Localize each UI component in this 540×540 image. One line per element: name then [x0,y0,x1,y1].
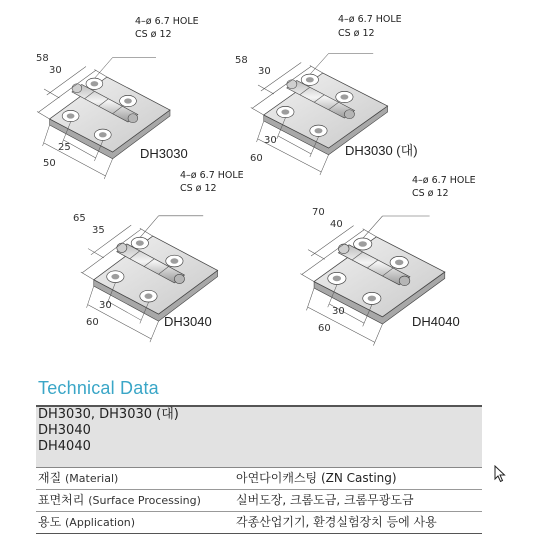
hole-label: 4–ø 6.7 HOLE [412,175,476,186]
dim-outer-height: 70 [312,207,325,218]
model-line: DH3040 [38,423,91,438]
dim-outer-height: 58 [36,53,49,64]
label-en: (Material) [65,472,119,485]
model-label: DH3030 [140,146,188,161]
label-en: (Application) [65,516,136,529]
model-line: DH3030, DH3030 (대) [38,407,179,422]
spec-value: 각종산업기기, 환경실험장치 등에 사용 [234,512,482,534]
dim-inner-height: 30 [258,66,271,77]
model-label: DH3030 (대) [345,143,418,158]
dim-outer-width: 60 [250,153,263,164]
dim-inner-width: 30 [264,135,277,146]
models-cell [36,406,482,468]
dim-inner-height: 30 [49,65,62,76]
spec-row-material [36,468,482,490]
spec-value: 아연다이캐스팅 (ZN Casting) [234,468,482,490]
label-ko: 용도 [38,515,62,529]
spec-row-application [36,512,482,534]
spec-label [36,468,234,490]
spec-table [36,405,482,534]
dim-outer-width: 50 [43,158,56,169]
spec-label [36,512,234,534]
label-en: (Surface Processing) [88,494,201,507]
cs-label: CS ø 12 [412,188,449,199]
dim-inner-width: 30 [332,306,345,317]
spec-row-surface [36,490,482,512]
dim-inner-height: 40 [330,219,343,230]
dim-outer-height: 65 [73,213,86,224]
spec-value: 실버도장, 크롬도금, 크롬무광도금 [234,490,482,512]
label-ko: 표면처리 [38,493,85,507]
dim-inner-height: 35 [92,225,105,236]
spec-label [36,490,234,512]
model-line: DH4040 [38,439,91,454]
cs-label: CS ø 12 [180,183,217,194]
model-label: DH4040 [412,314,460,329]
hole-label: 4–ø 6.7 HOLE [135,16,199,27]
technical-data-title: Technical Data [38,378,159,398]
mouse-cursor-icon [494,465,506,483]
dim-inner-width: 30 [99,300,112,311]
dim-inner-width: 25 [58,142,71,153]
dim-outer-width: 60 [318,323,331,334]
dim-outer-width: 60 [86,317,99,328]
label-ko: 재질 [38,471,62,485]
hole-label: 4–ø 6.7 HOLE [180,170,244,181]
model-label: DH3040 [164,314,212,329]
dim-outer-height: 58 [235,55,248,66]
models-row [36,406,482,468]
cs-label: CS ø 12 [338,28,375,39]
cs-label: CS ø 12 [135,29,172,40]
hole-label: 4–ø 6.7 HOLE [338,14,402,25]
